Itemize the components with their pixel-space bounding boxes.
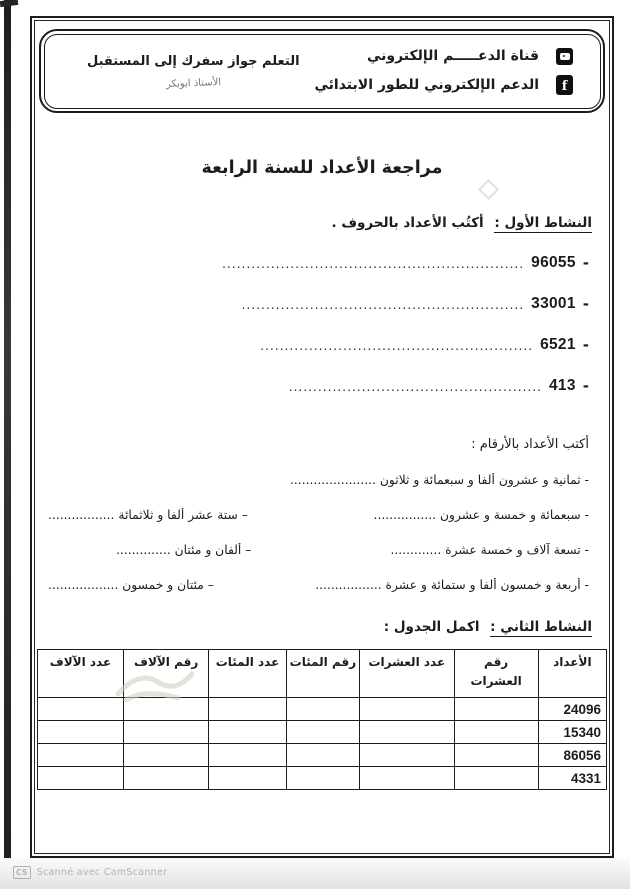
motto-block	[87, 54, 300, 89]
words-item: – ستة عشر ألفا و ثلاثمائة .................	[48, 508, 248, 522]
dash: -	[582, 377, 589, 395]
table-row	[38, 721, 607, 744]
words-to-number-row	[32, 543, 612, 557]
col-header-tens-digit-line2: العشرات	[470, 673, 522, 688]
answer-dots: ....................................................	[288, 378, 542, 394]
slogan-text: التعلم جواز سفرك إلى المستقبل	[87, 53, 300, 69]
number-line	[42, 254, 589, 272]
table-cell	[123, 744, 208, 767]
activity2-label: النشاط الثاني :	[490, 619, 592, 635]
activity1-heading	[32, 215, 612, 231]
table-row	[38, 744, 607, 767]
col-header-tens-digit-line1: رقم	[484, 655, 509, 669]
number-line	[42, 377, 589, 395]
table-row	[38, 767, 607, 790]
dash: -	[582, 254, 589, 272]
camscanner-watermark	[13, 866, 167, 879]
answer-dots: ..............................................................	[222, 255, 525, 271]
write-in-digits-intro: أكتب الأعداد بالأرقام :	[471, 437, 589, 452]
table-cell	[38, 767, 124, 790]
table-cell	[286, 767, 359, 790]
table-cell	[38, 698, 124, 721]
col-header-thousands-count: عدد الآلاف	[38, 650, 124, 698]
words-item: – مئتان و خمسون ..................	[48, 578, 214, 592]
table-cell	[454, 698, 538, 721]
table-cell	[454, 767, 538, 790]
activity1-label: النشاط الأول :	[494, 215, 592, 231]
table-cell	[209, 698, 286, 721]
table-cell	[209, 767, 286, 790]
col-header-thousands-digit: رقم الآلاف	[123, 650, 208, 698]
table-cell	[360, 767, 454, 790]
table-cell	[286, 744, 359, 767]
table-cell	[454, 721, 538, 744]
col-header-hundreds-count: عدد المئات	[209, 650, 286, 698]
facebook-page-row	[314, 75, 573, 95]
answer-dots: ........................................................	[260, 337, 534, 353]
dash: -	[582, 295, 589, 313]
table-cell	[123, 721, 208, 744]
col-header-numbers: الأعداد	[538, 650, 606, 698]
table-cell	[38, 721, 124, 744]
table-cell	[209, 721, 286, 744]
table-cell	[123, 767, 208, 790]
table-number-cell: 4331	[538, 767, 606, 790]
number-line	[42, 295, 589, 313]
col-header-hundreds-digit: رقم المئات	[286, 650, 359, 698]
scan-corner-artifact	[0, 0, 18, 7]
numbers-to-words-list	[32, 254, 612, 395]
number-value: 6521	[540, 336, 576, 353]
words-to-number-row	[32, 473, 612, 487]
table-cell	[38, 744, 124, 767]
table-cell	[360, 744, 454, 767]
table-cell	[286, 698, 359, 721]
header-content	[41, 31, 603, 111]
number-line	[42, 336, 589, 354]
table-cell	[360, 698, 454, 721]
number-value: 33001	[531, 295, 576, 312]
answer-dots: ..........................................................	[241, 296, 525, 312]
number-value: 96055	[531, 254, 576, 271]
table-cell	[454, 744, 538, 767]
activity2-instruction: اكمل الجدول :	[383, 619, 480, 635]
youtube-channel-row	[314, 48, 573, 65]
number-value: 413	[549, 377, 576, 394]
col-header-tens-count: عدد العشرات	[360, 650, 454, 698]
table-cell	[360, 721, 454, 744]
table-cell	[286, 721, 359, 744]
words-to-number-row	[32, 508, 612, 522]
table-cell	[209, 744, 286, 767]
table-number-cell: 15340	[538, 721, 606, 744]
camscanner-text: Scanné avec CamScanner	[36, 867, 168, 878]
header-box	[39, 29, 605, 113]
camscanner-icon: CS	[13, 866, 31, 879]
youtube-icon	[556, 48, 573, 65]
words-item: - أربعة و خمسون ألفا و ستمائة و عشرة .................	[315, 578, 589, 592]
table-number-cell: 24096	[538, 698, 606, 721]
words-item: - ثمانية و عشرون ألفا و سبعمائة و ثلاثون ......................	[289, 473, 589, 487]
worksheet-page	[30, 16, 614, 858]
col-header-tens-digit	[454, 650, 538, 698]
facebook-icon: f	[556, 75, 573, 95]
page-title: مراجعة الأعداد للسنة الرابعة	[201, 158, 443, 178]
youtube-channel-name: قناة الدعـــــم الإلكتروني	[366, 48, 539, 64]
dash: -	[582, 336, 589, 354]
stamp-artifact	[112, 660, 198, 708]
activity2-heading	[32, 619, 612, 635]
words-item: - سبعمائة و خمسة و عشرون ................	[373, 508, 589, 522]
words-to-number-row	[32, 578, 612, 592]
words-item: – ألفان و مئتان ..............	[116, 543, 252, 557]
teacher-signature: الأستاذ ابوبكر	[165, 76, 222, 90]
channel-links	[314, 48, 573, 95]
scan-edge-shadow	[4, 0, 11, 858]
activity1-instruction: أكتُب الأعداد بالحروف .	[331, 215, 484, 231]
table-number-cell: 86056	[538, 744, 606, 767]
words-item: - تسعة آلاف و خمسة عشرة .............	[390, 543, 589, 557]
facebook-page-name: الدعم الإلكتروني للطور الابتدائي	[314, 76, 539, 93]
